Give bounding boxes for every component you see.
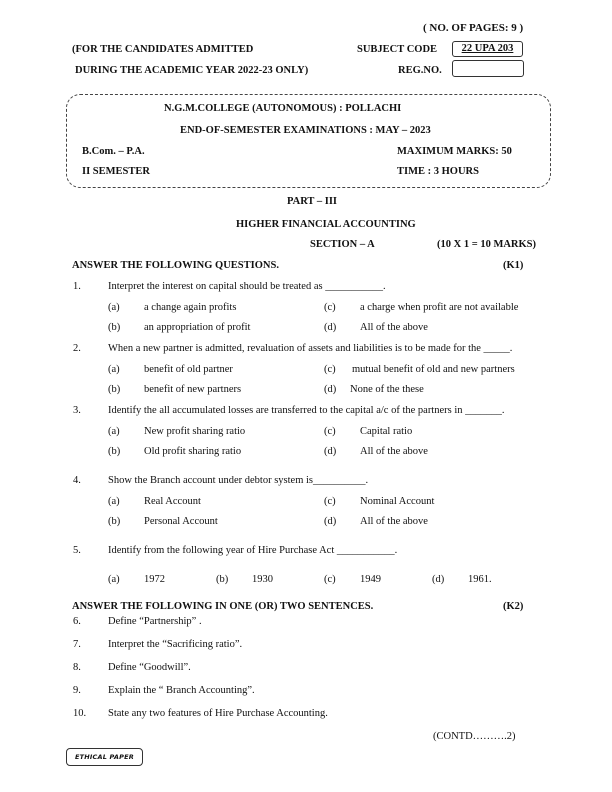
option-label: (b) xyxy=(108,384,121,395)
option-label: (d) xyxy=(432,574,445,585)
question-number: 5. xyxy=(73,545,81,556)
question-number: 4. xyxy=(73,475,81,486)
section-a-instruction: ANSWER THE FOLLOWING QUESTIONS. xyxy=(72,260,279,271)
reg-no-field[interactable] xyxy=(452,60,524,77)
continued-note: (CONTD……….2) xyxy=(433,731,516,742)
option-label: (c) xyxy=(324,364,336,375)
candidates-note: (FOR THE CANDIDATES ADMITTED xyxy=(72,44,254,55)
option-label: (c) xyxy=(324,302,336,313)
question-text: Explain the “ Branch Accounting”. xyxy=(108,685,255,696)
option-text: Personal Account xyxy=(144,516,218,527)
section-a-level: (K1) xyxy=(503,260,524,271)
course-name: B.Com. – P.A. xyxy=(82,146,145,157)
question-text: Identify from the following year of Hire Purchase Act ___________. xyxy=(108,545,398,556)
option-text: None of the these xyxy=(350,384,424,395)
question-text: Define “Partnership” . xyxy=(108,616,202,627)
option-text: a change again profits xyxy=(144,302,237,313)
option-text: a charge when profit are not available xyxy=(360,302,519,313)
option-text: mutual benefit of old and new partners xyxy=(352,364,515,375)
question-text: Identify the all accumulated losses are transferred to the capital a/c of the partners in _______. xyxy=(108,405,505,416)
option-label: (b) xyxy=(108,446,121,457)
option-label: (d) xyxy=(324,384,337,395)
section-b-instruction: ANSWER THE FOLLOWING IN ONE (OR) TWO SENTENCES. xyxy=(72,601,374,612)
ethical-paper-stamp: ETHICAL PAPER xyxy=(66,748,143,766)
option-text: 1930 xyxy=(252,574,273,585)
subject-code-value: 22 UPA 203 xyxy=(461,43,514,54)
academic-year-note: DURING THE ACADEMIC YEAR 2022-23 ONLY) xyxy=(75,65,309,76)
reg-no-label: REG.NO. xyxy=(398,65,442,76)
option-text: All of the above xyxy=(360,446,428,457)
maximum-marks: MAXIMUM MARKS: 50 xyxy=(397,146,512,157)
option-label: (b) xyxy=(108,322,121,333)
question-number: 3. xyxy=(73,405,81,416)
section-b-level: (K2) xyxy=(503,601,524,612)
question-number: 8. xyxy=(73,662,81,673)
question-text: Interpret the “Sacrificing ratio”. xyxy=(108,639,243,650)
section-marks: (10 X 1 = 10 MARKS) xyxy=(437,239,537,250)
option-label: (d) xyxy=(324,446,337,457)
exam-duration: TIME : 3 HOURS xyxy=(397,166,479,177)
question-text: Show the Branch account under debtor system is__________. xyxy=(108,475,369,486)
option-text: 1961. xyxy=(468,574,492,585)
question-number: 2. xyxy=(73,343,81,354)
option-label: (a) xyxy=(108,426,120,437)
option-label: (a) xyxy=(108,574,120,585)
option-text: 1972 xyxy=(144,574,165,585)
option-text: benefit of old partner xyxy=(144,364,233,375)
option-text: Nominal Account xyxy=(360,496,435,507)
subject-title: HIGHER FINANCIAL ACCOUNTING xyxy=(236,219,416,230)
option-label: (b) xyxy=(108,516,121,527)
option-text: All of the above xyxy=(360,322,428,333)
question-text: Interpret the interest on capital should be treated as ___________. xyxy=(108,281,386,292)
option-label: (c) xyxy=(324,496,336,507)
question-number: 1. xyxy=(73,281,81,292)
option-label: (c) xyxy=(324,426,336,437)
page-count: ( NO. OF PAGES: 9 ) xyxy=(423,22,524,34)
question-text: State any two features of Hire Purchase Accounting. xyxy=(108,708,328,719)
option-label: (a) xyxy=(108,364,120,375)
option-text: New profit sharing ratio xyxy=(144,426,246,437)
option-text: All of the above xyxy=(360,516,428,527)
option-text: Real Account xyxy=(144,496,201,507)
option-text: benefit of new partners xyxy=(144,384,242,395)
option-label: (d) xyxy=(324,516,337,527)
question-number: 10. xyxy=(73,708,87,719)
option-text: an appropriation of profit xyxy=(144,322,251,333)
part-title: PART – III xyxy=(287,196,338,207)
college-name: N.G.M.COLLEGE (AUTONOMOUS) : POLLACHI xyxy=(164,103,402,114)
option-text: Old profit sharing ratio xyxy=(144,446,242,457)
question-number: 7. xyxy=(73,639,81,650)
option-label: (c) xyxy=(324,574,336,585)
option-label: (b) xyxy=(216,574,229,585)
question-number: 9. xyxy=(73,685,81,696)
option-text: Capital ratio xyxy=(360,426,413,437)
subject-code-box xyxy=(452,41,523,57)
option-text: 1949 xyxy=(360,574,381,585)
subject-code-label: SUBJECT CODE xyxy=(357,44,438,55)
question-text: When a new partner is admitted, revaluation of assets and liabilities is to be made for the _____. xyxy=(108,343,513,354)
exam-title: END-OF-SEMESTER EXAMINATIONS : MAY – 2023 xyxy=(180,125,431,136)
option-label: (a) xyxy=(108,302,120,313)
option-label: (a) xyxy=(108,496,120,507)
question-number: 6. xyxy=(73,616,81,627)
section-title: SECTION – A xyxy=(310,239,375,250)
option-label: (d) xyxy=(324,322,337,333)
semester: II SEMESTER xyxy=(82,166,150,177)
question-text: Define “Goodwill”. xyxy=(108,662,191,673)
